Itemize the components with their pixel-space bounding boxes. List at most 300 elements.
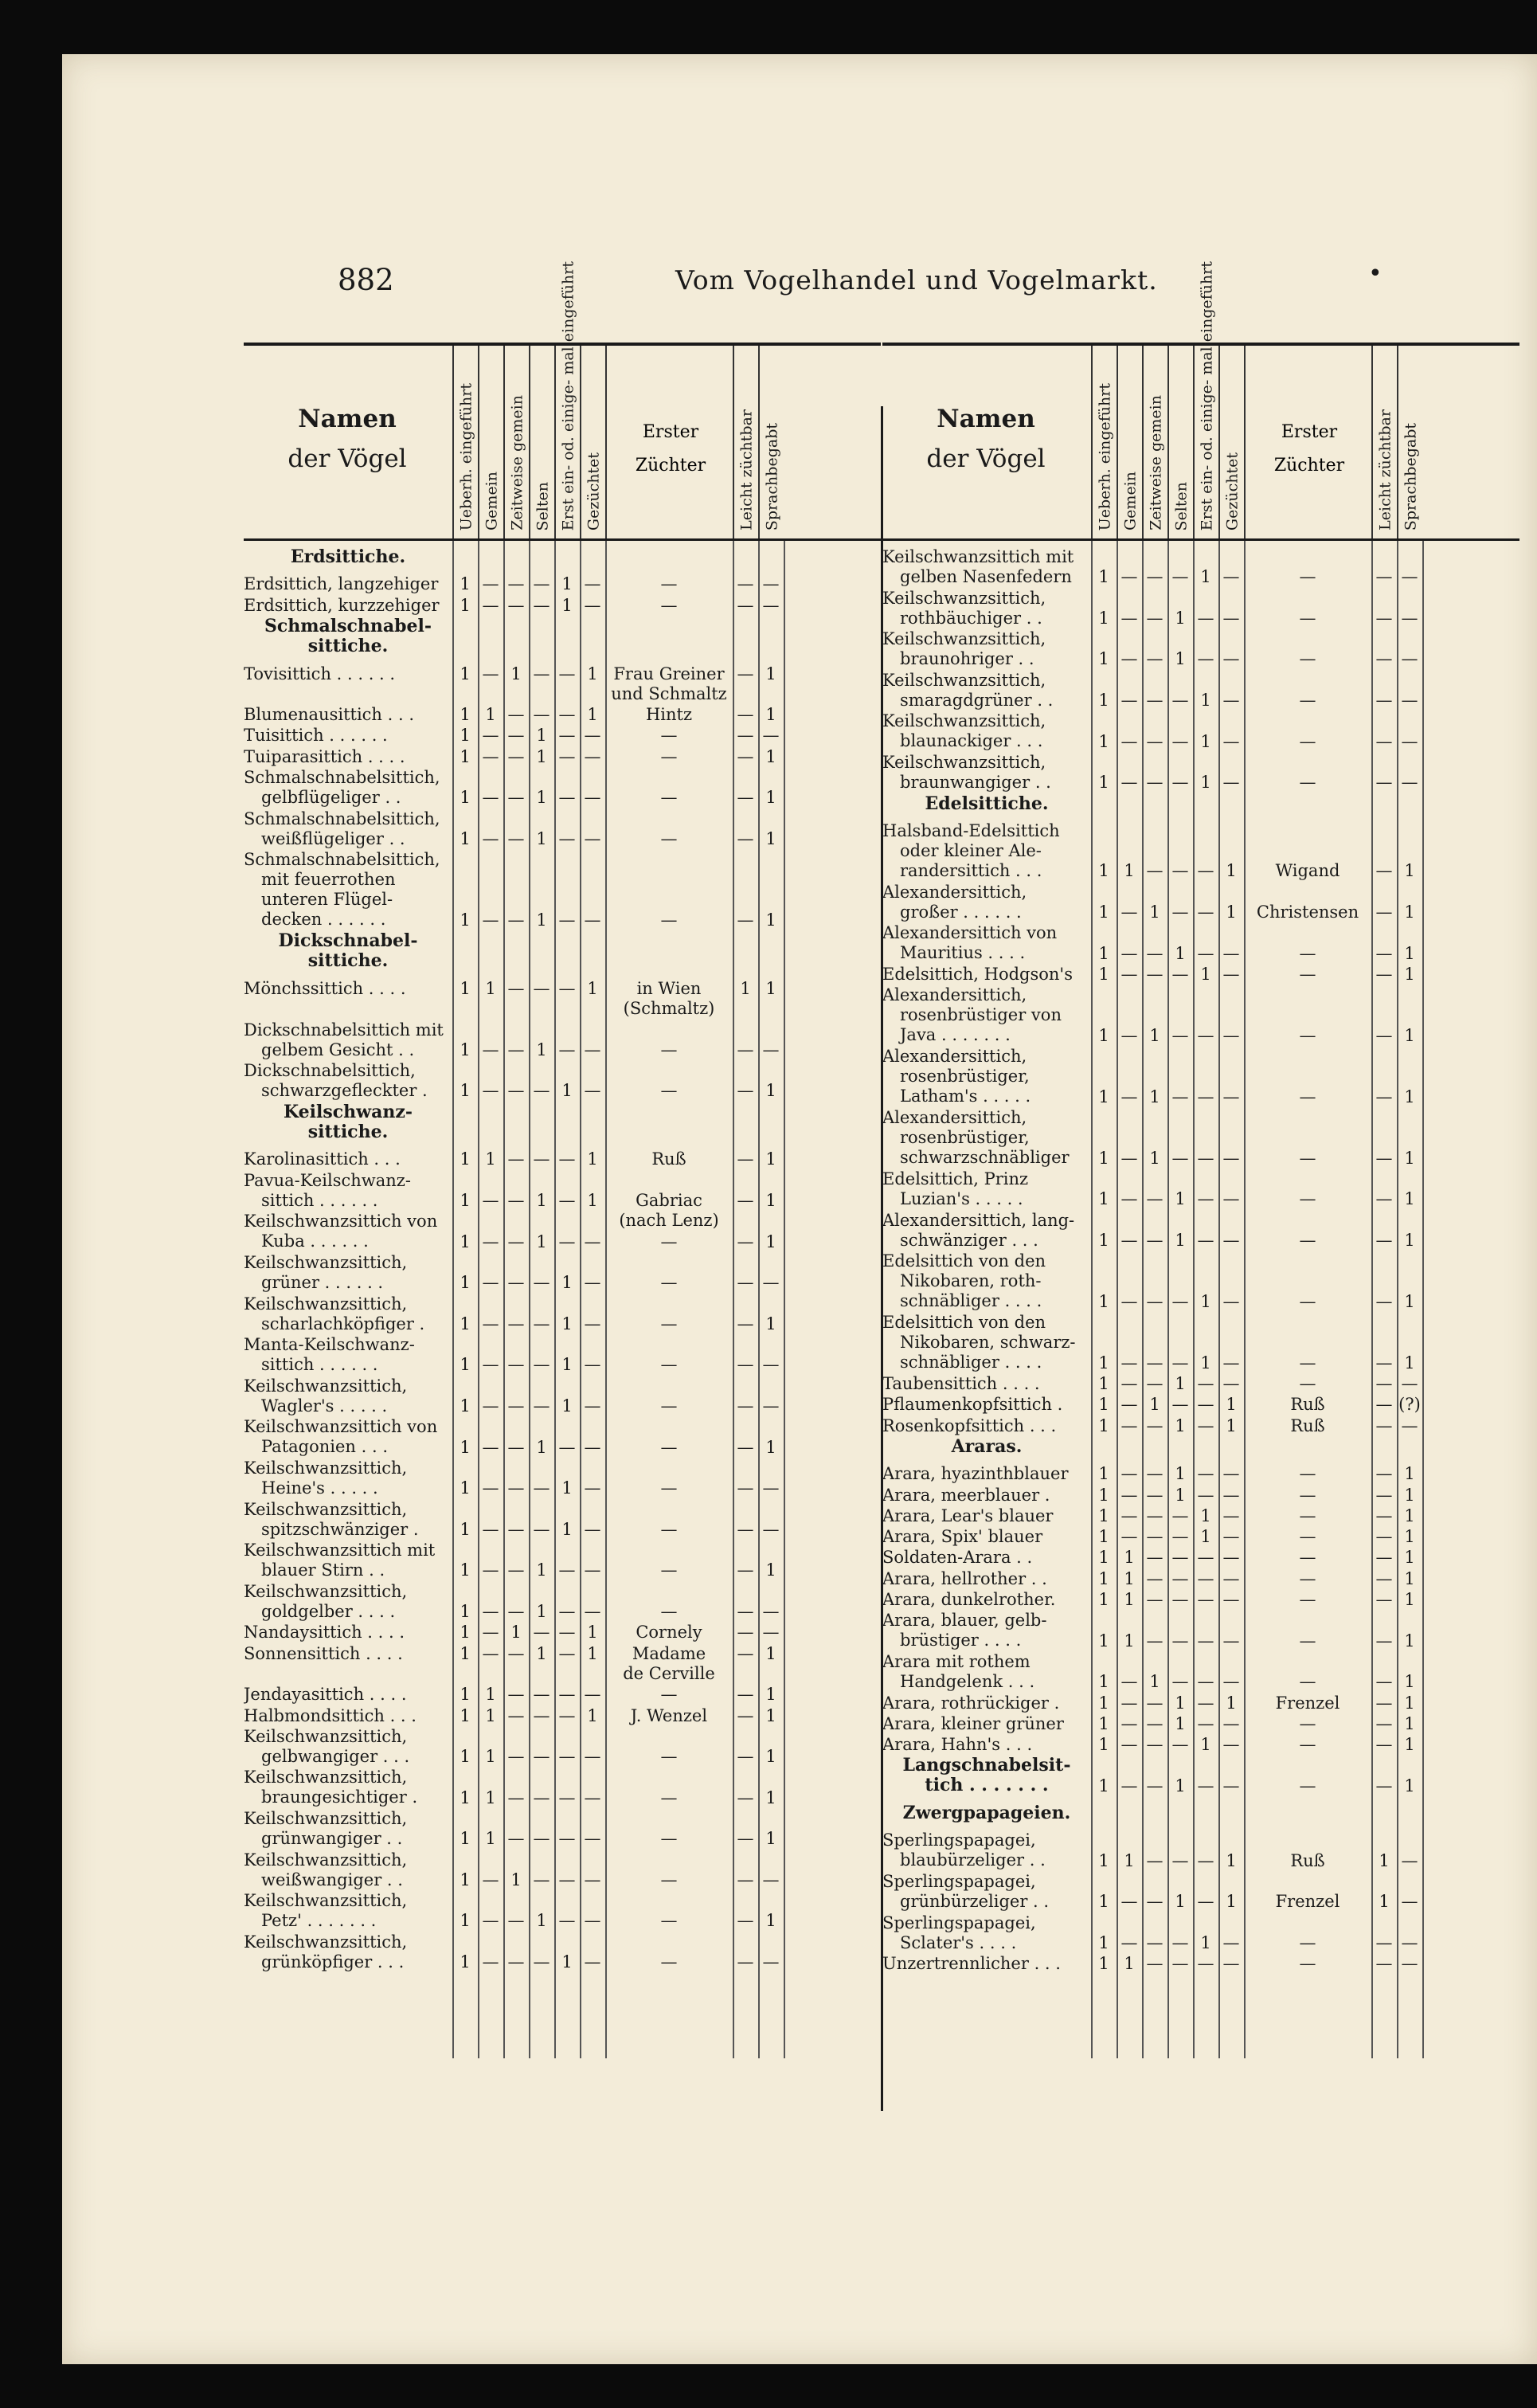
talking-cell: 1 (1404, 965, 1415, 984)
value-cell-c6: — (1222, 1485, 1240, 1505)
value-cell-c2: 1 (485, 1829, 496, 1849)
breedable-cell: — (1375, 1713, 1393, 1733)
bird-name-line: Edelsittich von den (882, 1313, 1046, 1333)
value-cell-c3: — (507, 574, 525, 594)
bird-name-line: Keilschwanzsittich von (244, 1417, 438, 1437)
value-cell-c6: — (584, 1273, 601, 1293)
bird-name-line: weißflügeliger . . (261, 828, 405, 848)
value-cell-c1: 1 (460, 1355, 471, 1375)
breedable-cell: — (737, 1685, 754, 1705)
value-cell-c5: — (558, 1040, 576, 1059)
talking-cell: — (1401, 567, 1418, 587)
bird-name (244, 1061, 452, 1101)
bird-name-line: scharlachköpfiger . (261, 1314, 425, 1333)
bird-name (882, 711, 1091, 751)
value-cell-c3: — (1146, 1850, 1164, 1870)
breeder-cell: — (1299, 1353, 1316, 1372)
breedable-cell: — (737, 1355, 754, 1375)
value-cell-c2: — (1120, 943, 1138, 963)
breedable-cell: — (1375, 1291, 1393, 1311)
value-cell-c3: — (507, 746, 525, 766)
value-cell-c1: 1 (1098, 1025, 1109, 1045)
breedable-cell: — (737, 1705, 754, 1725)
value-cell-c2: — (1120, 1892, 1138, 1912)
bird-name-line: braungesichtiger . (261, 1787, 418, 1807)
bird-name-line: Mönchssittich . . . . (244, 979, 406, 998)
value-cell-c1: 1 (460, 1685, 471, 1705)
breedable-cell: 1 (1379, 1850, 1390, 1870)
breeder-cell: — (1299, 1025, 1316, 1045)
value-cell-c4: 1 (536, 1040, 547, 1059)
value-cell-c3: — (1146, 1713, 1164, 1733)
bird-name-line: Arara mit rothem (882, 1651, 1031, 1671)
value-cell-c4: 1 (536, 1437, 547, 1457)
value-cell-c4: — (1171, 1850, 1189, 1870)
value-cell-c2: — (482, 1190, 499, 1210)
value-cell-c5: — (1197, 1230, 1214, 1250)
talking-cell: 1 (765, 828, 776, 848)
value-cell-c5: 1 (1200, 965, 1211, 984)
value-cell-c1: 1 (460, 1787, 471, 1807)
value-cell-c2: — (1120, 731, 1138, 751)
breeder-cell: — (660, 726, 678, 746)
table-body (244, 541, 881, 2058)
value-cell-c2: — (1120, 608, 1138, 628)
talking-cell: 1 (1404, 1548, 1415, 1568)
value-cell-c1: 1 (460, 1081, 471, 1101)
value-cell-c6: 1 (587, 664, 598, 683)
talking-cell: 1 (1404, 1148, 1415, 1168)
value-cell-c4: 1 (536, 1643, 547, 1663)
value-cell-c2: — (1120, 965, 1138, 984)
value-cell-c3: — (1146, 1415, 1164, 1435)
value-cell-c4: 1 (536, 1601, 547, 1621)
breeder-header-line1: Erster (642, 422, 699, 442)
value-cell-c2: — (1120, 1415, 1138, 1435)
value-cell-c5: — (558, 1911, 576, 1931)
breedable-cell: — (737, 1231, 754, 1251)
value-cell-c6: — (584, 1437, 601, 1457)
value-cell-c1: 1 (1098, 1353, 1109, 1372)
breeder-cell: — (1299, 1548, 1316, 1568)
value-cell-c6: 1 (587, 1190, 598, 1210)
talking-cell: — (762, 574, 780, 594)
value-cell-c5: — (1197, 1776, 1214, 1795)
talking-cell: 1 (1404, 1713, 1415, 1733)
value-cell-c5: 1 (1200, 1505, 1211, 1525)
bird-name-line: Keilschwanzsittich, (244, 1891, 408, 1911)
value-cell-c4: — (533, 595, 550, 615)
value-cell-c5: 1 (1200, 1735, 1211, 1755)
value-cell-c4: 1 (536, 910, 547, 930)
value-cell-c6: — (584, 1396, 601, 1415)
value-cell-c6: — (584, 1747, 601, 1767)
bird-name (882, 1108, 1091, 1168)
value-cell-c1: 1 (460, 1560, 471, 1580)
value-cell-c3: — (1146, 773, 1164, 793)
value-cell-c2: — (1120, 773, 1138, 793)
talking-cell: 1 (1404, 903, 1415, 922)
bird-name-line: Arara, dunkelrother. (882, 1590, 1056, 1609)
value-cell-c1: 1 (460, 1396, 471, 1415)
breeder-cell: — (1299, 1148, 1316, 1168)
value-cell-c5: 1 (561, 574, 573, 594)
value-cell-c1: 1 (460, 1911, 471, 1931)
bird-name-line: Keilschwanzsittich mit (244, 1541, 436, 1560)
value-cell-c5: — (1197, 1025, 1214, 1045)
value-cell-c2: 1 (1124, 1548, 1135, 1568)
value-cell-c4: — (1171, 1025, 1189, 1045)
bird-name-line: Kuba . . . . . . (261, 1231, 369, 1251)
value-cell-c6: — (1222, 567, 1240, 587)
value-cell-c5: — (558, 664, 576, 683)
value-cell-c4: 1 (536, 1560, 547, 1580)
talking-cell: 1 (1404, 1464, 1415, 1484)
value-cell-c1: 1 (460, 1149, 471, 1169)
breeder-header-line2: Züchter (1273, 456, 1345, 476)
value-cell-c4: — (1171, 1527, 1189, 1547)
value-cell-c2: — (482, 828, 499, 848)
breeder-header-line1: Erster (1281, 422, 1338, 442)
bird-name (244, 1212, 452, 1251)
value-cell-c1: 1 (1098, 1415, 1109, 1435)
value-cell-c5: 1 (1200, 1353, 1211, 1372)
value-cell-c3: — (507, 1560, 525, 1580)
breeder-cell: — (1299, 1464, 1316, 1484)
breedable-cell: — (1375, 1025, 1393, 1045)
value-cell-c2: 1 (1124, 1850, 1135, 1870)
column-header-label: Zeitweise gemein (1147, 395, 1165, 531)
bird-name-line: sittiche. (307, 951, 389, 972)
breedable-cell: — (737, 574, 754, 594)
value-cell-c1: 1 (460, 1623, 471, 1643)
value-cell-c2: — (482, 1643, 499, 1663)
breedable-cell: — (737, 595, 754, 615)
bird-name (882, 1395, 1091, 1415)
value-cell-c5: — (558, 746, 576, 766)
talking-cell: 1 (765, 1747, 776, 1767)
bird-name-line: Wagler's . . . . . (261, 1396, 388, 1415)
bird-name-line: großer . . . . . . (900, 902, 1022, 922)
breeder-cell: Frau Greiner (613, 664, 725, 683)
talking-cell: 1 (1404, 1087, 1415, 1106)
breeder-cell: Cornely (636, 1623, 702, 1643)
value-cell-c6: — (1222, 1527, 1240, 1547)
column-header-c8 (758, 346, 785, 538)
value-cell-c1: 1 (1098, 1568, 1109, 1588)
value-cell-c1: 1 (1098, 1713, 1109, 1733)
value-cell-c4: 1 (1175, 1415, 1186, 1435)
value-cell-c3: — (507, 1787, 525, 1807)
value-cell-c1: 1 (1098, 608, 1109, 628)
bird-name-line: Manta-Keilschwanz- (244, 1335, 415, 1355)
breeder-cell: Ruß (1290, 1850, 1325, 1870)
bird-name-line: Keilschwanzsittich, (882, 588, 1046, 608)
breeder-cell-line2: (Schmaltz) (623, 999, 715, 1019)
value-cell-c5: — (558, 1643, 576, 1663)
value-cell-c1: 1 (460, 726, 471, 746)
breedable-cell: — (1375, 1954, 1393, 1974)
bird-name (882, 1527, 1091, 1547)
value-cell-c1: 1 (460, 1747, 471, 1767)
value-cell-c5: — (1197, 1954, 1214, 1974)
value-cell-c4: 1 (536, 1190, 547, 1210)
value-cell-c6: — (1222, 1505, 1240, 1525)
value-cell-c2: — (482, 1396, 499, 1415)
breeder-cell: — (660, 1952, 678, 1972)
value-cell-c4: 1 (536, 726, 547, 746)
value-cell-c4: — (1171, 1590, 1189, 1609)
value-cell-c3: — (1146, 1353, 1164, 1372)
bird-name-line: gelbwangiger . . . (261, 1746, 410, 1766)
bird-name (882, 1913, 1091, 1953)
page-header (62, 260, 1537, 311)
bird-name-line: Sonnensittich . . . . (244, 1643, 403, 1663)
value-cell-c3: — (1146, 1527, 1164, 1547)
breeder-cell: — (1299, 1527, 1316, 1547)
bird-name (882, 589, 1091, 628)
breeder-cell: Ruß (1290, 1395, 1325, 1415)
value-cell-c5: — (558, 1437, 576, 1457)
column-header-c2 (1117, 346, 1144, 538)
value-cell-c3: — (1146, 861, 1164, 881)
value-cell-c5: — (1197, 1189, 1214, 1209)
value-cell-c3: — (1146, 1932, 1164, 1952)
bird-name (244, 1623, 452, 1643)
value-cell-c4: — (1171, 1568, 1189, 1588)
value-cell-c3: — (507, 910, 525, 930)
column-header-c2 (478, 346, 505, 538)
bird-name-line: Jendayasittich . . . . (244, 1685, 407, 1705)
value-cell-c1: 1 (460, 910, 471, 930)
bird-name-line: Tovisittich . . . . . . (244, 664, 396, 683)
value-cell-c5: — (558, 1747, 576, 1767)
value-cell-c3: — (1146, 943, 1164, 963)
talking-cell: — (762, 726, 780, 746)
column-header-label: Gezüchtet (1223, 452, 1242, 531)
talking-cell: — (762, 1273, 780, 1293)
breedable-cell: — (737, 1040, 754, 1059)
talking-cell: — (762, 1601, 780, 1621)
breedable-cell: — (1375, 1189, 1393, 1209)
value-cell-c3: — (507, 1747, 525, 1767)
value-cell-c4: — (533, 1685, 550, 1705)
bird-name-line: Tuisittich . . . . . . (244, 726, 388, 746)
value-cell-c1: 1 (1098, 861, 1109, 881)
value-cell-c3: 1 (510, 1623, 522, 1643)
talking-cell: 1 (1404, 861, 1415, 881)
bird-name (244, 1253, 452, 1293)
breeder-cell: Christensen (1256, 903, 1359, 922)
bird-name-line: Keilschwanzsittich, (244, 1294, 408, 1314)
breedable-cell: — (1375, 903, 1393, 922)
bird-name-line: schnäbliger . . . . (900, 1353, 1042, 1372)
breedable-cell: — (1375, 1568, 1393, 1588)
value-cell-c2: — (482, 1560, 499, 1580)
bird-name-line: Erdsittich, kurzzehiger (244, 595, 440, 615)
value-cell-c5: 1 (561, 1952, 573, 1972)
value-cell-c6: — (584, 1519, 601, 1539)
value-cell-c3: — (1146, 1485, 1164, 1505)
value-cell-c1: 1 (460, 1437, 471, 1457)
breedable-cell: — (737, 705, 754, 725)
bird-name-line: Zwergpapageien. (902, 1803, 1071, 1823)
value-cell-c3: — (1146, 1464, 1164, 1484)
bird-name (882, 965, 1091, 985)
value-cell-c2: — (482, 1601, 499, 1621)
bird-name-line: schwarzschnäbliger (900, 1148, 1070, 1168)
breedable-cell: — (737, 1081, 754, 1101)
value-cell-c1: 1 (460, 1601, 471, 1621)
value-cell-c3: — (507, 1040, 525, 1059)
bird-name-line: Mauritius . . . . (900, 943, 1026, 963)
bird-name-line: Keilschwanzsittich, (244, 1499, 408, 1519)
bird-name-line: schwarzgefleckter . (261, 1081, 428, 1101)
bird-name (244, 1582, 452, 1622)
bird-name (244, 1706, 452, 1726)
value-cell-c5: — (1197, 1590, 1214, 1609)
value-cell-c2: — (482, 1478, 499, 1498)
bird-name-line: Keilschwanzsittich, (244, 1581, 408, 1601)
column-header-c5 (1193, 260, 1220, 538)
value-cell-c3: 1 (1149, 1395, 1160, 1415)
value-cell-c3: — (507, 1437, 525, 1457)
table-body (882, 541, 1519, 2058)
value-cell-c1: 1 (1098, 1148, 1109, 1168)
bird-name-line: Sperlingspapagei, (882, 1871, 1036, 1891)
bird-name-line: unteren Flügel- (261, 890, 393, 910)
talking-cell: 1 (1404, 943, 1415, 963)
bird-name-line: Java . . . . . . . (900, 1025, 1011, 1045)
bird-name-line: Heine's . . . . . (261, 1478, 378, 1498)
value-cell-c4: — (1171, 861, 1189, 881)
name-header-line1: Namen (937, 405, 1035, 433)
value-cell-c4: — (533, 1149, 550, 1169)
value-cell-c3: — (1146, 1693, 1164, 1713)
bird-name (244, 1541, 452, 1580)
value-cell-c6: 1 (587, 979, 598, 998)
value-cell-c2: — (482, 1437, 499, 1457)
breeder-cell: — (1299, 1713, 1316, 1733)
value-cell-c3: — (1146, 608, 1164, 628)
value-cell-c3: — (507, 1705, 525, 1725)
bird-name-line: brüstiger . . . . (900, 1631, 1022, 1650)
talking-cell: — (1401, 731, 1418, 751)
value-cell-c6: 1 (587, 705, 598, 725)
page (62, 54, 1537, 2364)
talking-cell: — (762, 1396, 780, 1415)
bird-name-line: tich . . . . . . . (925, 1776, 1049, 1796)
value-cell-c2: — (1120, 1189, 1138, 1209)
column-header-c1 (1091, 346, 1118, 538)
bird-name (244, 1102, 452, 1142)
bird-name (244, 747, 452, 767)
talking-cell: 1 (1404, 1590, 1415, 1609)
breedable-cell: — (737, 1643, 754, 1663)
value-cell-c5: — (558, 726, 576, 746)
column-header-c1 (452, 346, 479, 538)
value-cell-c6: — (584, 910, 601, 930)
value-cell-c4: — (1171, 731, 1189, 751)
page-number: 882 (338, 263, 394, 297)
bird-name (244, 768, 452, 808)
value-cell-c5: — (1197, 1087, 1214, 1106)
breeder-cell: — (660, 828, 678, 848)
value-cell-c1: 1 (1098, 1548, 1109, 1568)
value-cell-c5: — (1197, 1548, 1214, 1568)
value-cell-c4: — (1171, 1548, 1189, 1568)
breedable-cell: 1 (740, 979, 751, 998)
breedable-cell: — (1375, 861, 1393, 881)
value-cell-c2: — (1120, 1353, 1138, 1372)
value-cell-c2: — (1120, 1693, 1138, 1713)
value-cell-c6: — (1222, 649, 1240, 669)
value-cell-c2: — (482, 1911, 499, 1931)
column-header-c3 (503, 346, 530, 538)
value-cell-c4: 1 (1175, 1892, 1186, 1912)
bird-name (882, 794, 1091, 814)
value-cell-c1: 1 (1098, 1693, 1109, 1713)
value-cell-c2: 1 (485, 1705, 496, 1725)
value-cell-c2: 1 (1124, 1954, 1135, 1974)
talking-cell: 1 (1404, 1189, 1415, 1209)
talking-cell: (?) (1398, 1395, 1421, 1415)
value-cell-c5: — (558, 1705, 576, 1725)
column-header-c7 (1371, 346, 1398, 538)
bird-name-line: Nikobaren, roth- (900, 1271, 1042, 1291)
bird-name-line: mit feuerrothen (261, 870, 396, 890)
bird-name (244, 596, 452, 616)
value-cell-c1: 1 (460, 1705, 471, 1725)
talking-cell: 1 (765, 1829, 776, 1849)
breedable-cell: 1 (1379, 1892, 1390, 1912)
name-header-line2: der Vögel (287, 444, 407, 473)
talking-cell: — (762, 1952, 780, 1972)
value-cell-c1: 1 (1098, 773, 1109, 793)
bird-name-line: Keilschwanzsittich, (882, 711, 1046, 731)
value-cell-c2: — (482, 1040, 499, 1059)
bird-name (244, 1685, 452, 1705)
breeder-cell: — (1299, 1776, 1316, 1795)
breedable-cell: — (737, 746, 754, 766)
breeder-cell: in Wien (636, 979, 702, 998)
talking-cell: 1 (765, 1437, 776, 1457)
bird-name-line: Keilschwanzsittich, (882, 753, 1046, 772)
talking-cell: — (1401, 649, 1418, 669)
bird-name-line: Unzertrennlicher . . . (882, 1954, 1061, 1974)
breedable-cell: — (1375, 1230, 1393, 1250)
value-cell-c1: 1 (460, 1519, 471, 1539)
talking-cell: 1 (765, 788, 776, 808)
value-cell-c5: — (1197, 903, 1214, 922)
value-cell-c4: — (533, 1787, 550, 1807)
column-header-c4 (1167, 346, 1195, 538)
breeder-cell: — (660, 1911, 678, 1931)
bird-name-line: Keilschwanzsittich von (244, 1212, 438, 1231)
value-cell-c2: — (482, 1870, 499, 1889)
value-cell-c3: — (507, 1952, 525, 1972)
value-cell-c4: 1 (1175, 1713, 1186, 1733)
value-cell-c2: — (1120, 1713, 1138, 1733)
value-cell-c1: 1 (1098, 1464, 1109, 1484)
value-cell-c4: — (533, 979, 550, 998)
bird-name-line: Soldaten-Arara . . (882, 1548, 1033, 1568)
value-cell-c1: 1 (1098, 649, 1109, 669)
breedable-cell: — (737, 726, 754, 746)
value-cell-c3: — (507, 1519, 525, 1539)
bird-name-line: Keilschwanzsittich, (244, 1726, 408, 1746)
breeder-cell: — (1299, 1485, 1316, 1505)
